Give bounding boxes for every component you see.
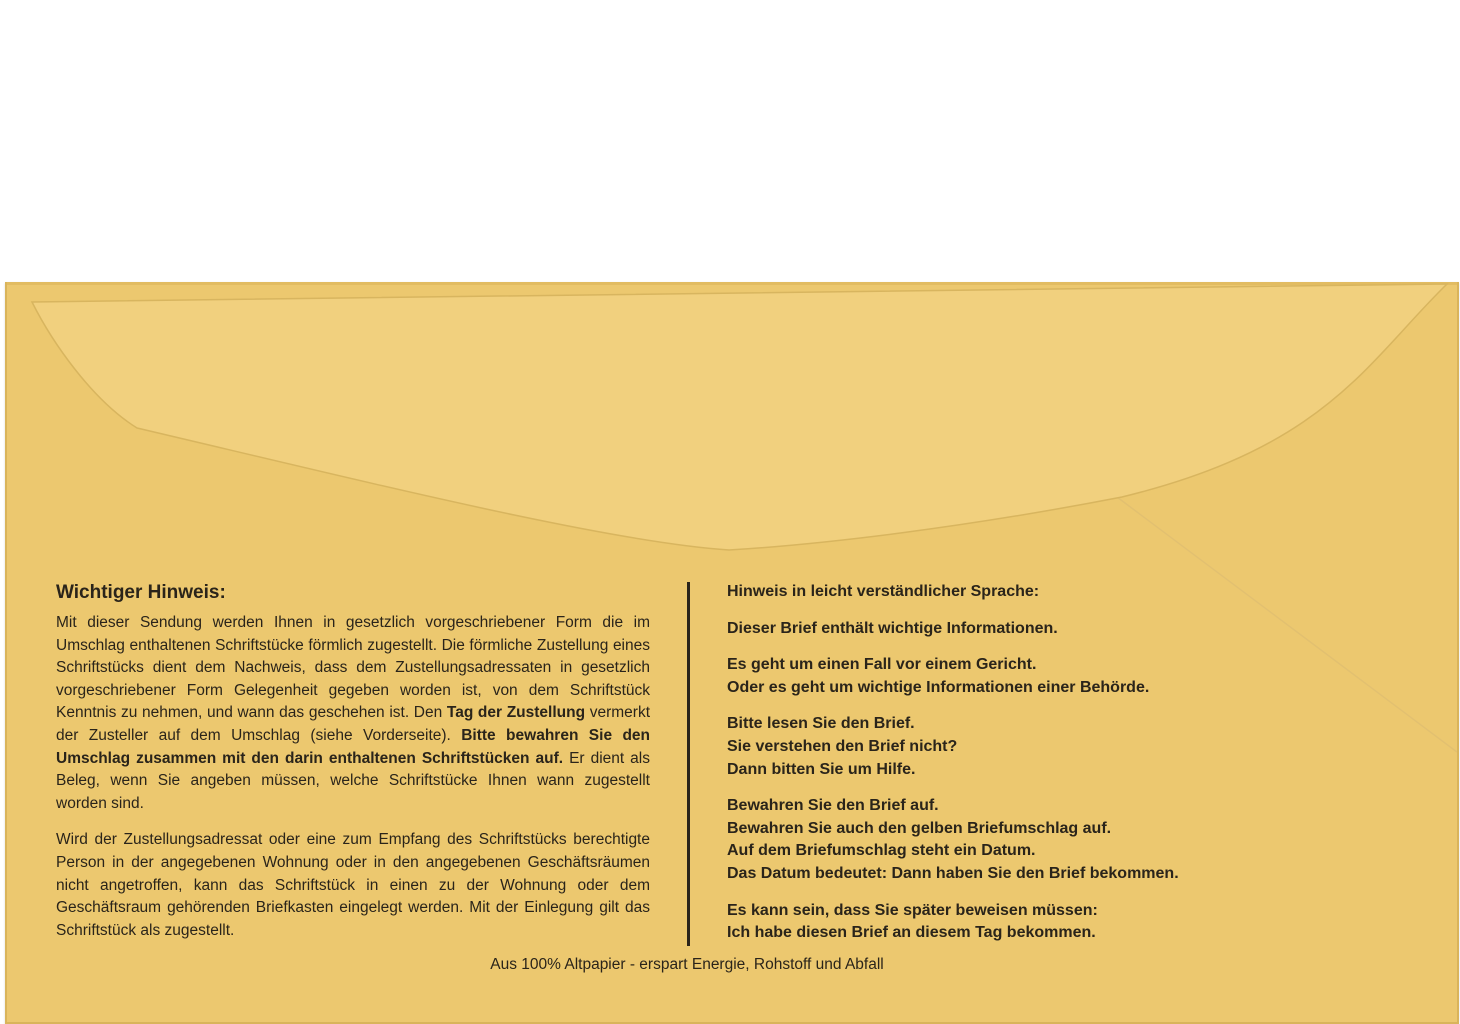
easy-line: Sie verstehen den Brief nicht? [727, 737, 958, 755]
easy-line: Dieser Brief enthält wichtige Informationen. [727, 619, 1058, 637]
easy-block-5 [727, 900, 1287, 945]
easy-line: Bewahren Sie auch den gelben Briefumschlag auf. [727, 819, 1112, 837]
easy-line: Es geht um einen Fall vor einem Gericht. [727, 656, 1037, 674]
notice-paragraph-1 [56, 612, 650, 815]
column-divider [687, 582, 690, 946]
easy-line: Auf dem Briefumschlag steht ein Datum. [727, 842, 1036, 860]
easy-block-3 [727, 713, 1287, 781]
easy-line: Es kann sein, dass Sie später beweisen müssen: [727, 901, 1098, 919]
notice-p1-text-a: Mit dieser Sendung werden Ihnen in gesetzlich vorgeschriebener Form die im Umschlag enthaltenen Schriftstücke förmlich zugestellt. Die förmliche Zustellung eines Schriftstücks dient dem Nachweis, dass dem Zustellungsadressaten in gesetzlich vorgeschriebener Form Gelegenheit gegeben worden ist, von dem Schriftstück Kenntnis zu nehmen, und wann das geschehen ist. Den [56, 614, 650, 722]
important-notice [56, 580, 650, 956]
envelope-back [5, 282, 1459, 1024]
easy-block-4 [727, 795, 1287, 885]
notice-p1-bold-keep-envelope: Bitte bewahren Sie den Umschlag zusammen mit den darin enthaltenen Schriftstücken auf. [56, 726, 651, 767]
notice-paragraph-2: Wird der Zustellungsadressat oder eine zum Empfang des Schriftstücks berechtigte Person in der angegebenen Wohnung oder in den angegebenen Geschäftsräumen nicht angetroffen, kann das Schriftstück in einen zu der Wohnung oder dem Geschäftsraum gehörenden Briefkasten eingelegt werden. Mit der Einlegung gilt das Schriftstück als zugestellt. [56, 831, 650, 939]
easy-block-1 [727, 618, 1287, 641]
envelope-flap-shape [32, 284, 1447, 550]
easy-line: Oder es geht um wichtige Informationen einer Behörde. [727, 678, 1150, 696]
easy-line: Dann bitten Sie um Hilfe. [727, 760, 916, 778]
recycled-paper-footer: Aus 100% Altpapier - erspart Energie, Rohstoff und Abfall [490, 956, 884, 973]
easy-line: Das Datum bedeutet: Dann haben Sie den Brief bekommen. [727, 864, 1179, 882]
easy-language-notice [727, 581, 1287, 959]
easy-line: Bewahren Sie den Brief auf. [727, 797, 939, 815]
important-notice-heading: Wichtiger Hinweis: [56, 582, 226, 603]
notice-p1-text-c: vermerkt der Zusteller auf dem Umschlag (siehe Vorderseite). [56, 704, 650, 744]
easy-block-2 [727, 654, 1287, 699]
easy-line: Ich habe diesen Brief an diesem Tag bekommen. [727, 924, 1096, 942]
notice-p1-text-e: Er dient als Beleg, wenn Sie angeben müssen, welche Schriftstücke Ihnen wann zugestellt worden sind. [56, 749, 650, 812]
easy-line: Bitte lesen Sie den Brief. [727, 715, 915, 733]
easy-language-heading: Hinweis in leicht verständlicher Sprache: [727, 583, 1040, 600]
notice-p1-bold-delivery-date: Tag der Zustellung [446, 704, 586, 722]
